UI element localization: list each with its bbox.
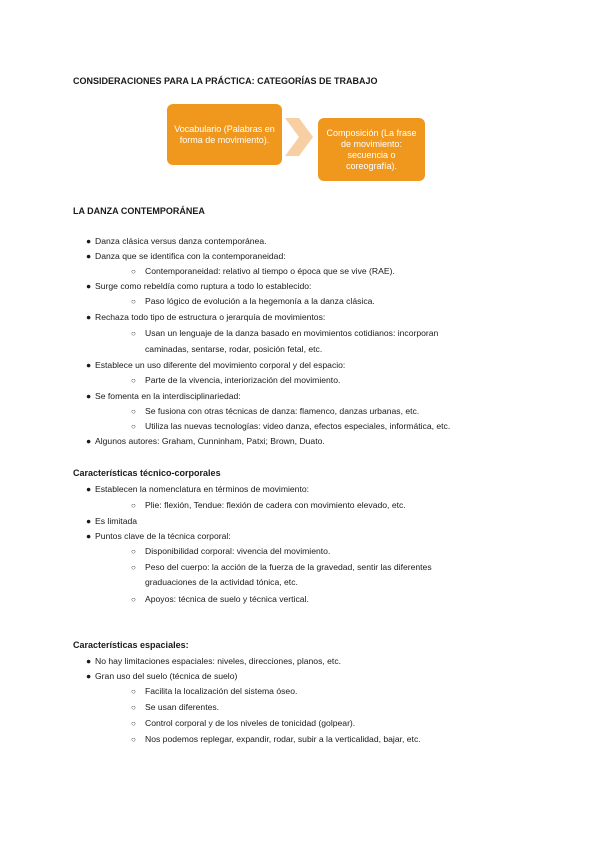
page-title: CONSIDERACIONES PARA LA PRÁCTICA: CATEGORÍAS DE TRABAJO — [73, 76, 378, 86]
list-item-continuation: graduaciones de la actividad tónica, etc. — [145, 577, 298, 587]
section-heading-tecnico-corporales: Características técnico-corporales — [73, 468, 221, 478]
circle-bullet-icon: ○ — [131, 563, 136, 572]
list-item: ○ Control corporal y de los niveles de tonicidad (golpear). — [131, 718, 356, 728]
circle-bullet-icon: ○ — [131, 407, 136, 416]
list-item: ● Gran uso del suelo (técnica de suelo) — [86, 671, 238, 681]
circle-bullet-icon: ○ — [131, 735, 136, 744]
circle-bullet-icon: ○ — [131, 267, 136, 276]
list-item: ○ Peso del cuerpo: la acción de la fuerza de la gravedad, sentir las diferentes — [131, 562, 432, 572]
list-item: ● Establece un uso diferente del movimiento corporal y del espacio: — [86, 360, 346, 370]
list-item: ● Se fomenta en la interdisciplinariedad: — [86, 391, 241, 401]
circle-bullet-icon: ○ — [131, 422, 136, 431]
list-item: ● Danza clásica versus danza contemporánea. — [86, 236, 267, 246]
bullet-icon: ● — [86, 360, 92, 370]
composition-box — [318, 118, 425, 181]
bullet-icon: ● — [86, 484, 92, 494]
section-heading-danza-contemporanea: LA DANZA CONTEMPORÁNEA — [73, 206, 205, 216]
bullet-icon: ● — [86, 436, 92, 446]
vocabulary-box-text: Vocabulario (Palabras en forma de movimiento). — [174, 123, 275, 145]
list-item: ● Algunos autores: Graham, Cunninham, Patxi; Brown, Duato. — [86, 436, 325, 446]
circle-bullet-icon: ○ — [131, 501, 136, 510]
list-item: ○ Disponibilidad corporal: vivencia del movimiento. — [131, 546, 331, 556]
list-item: ○ Se usan diferentes. — [131, 702, 220, 712]
list-item: ○ Paso lógico de evolución a la hegemonía a la danza clásica. — [131, 296, 375, 306]
bullet-icon: ● — [86, 671, 92, 681]
bullet-icon: ● — [86, 516, 92, 526]
bullet-icon: ● — [86, 281, 92, 291]
circle-bullet-icon: ○ — [131, 687, 136, 696]
list-item: ● Danza que se identifica con la contemporaneidad: — [86, 251, 286, 261]
list-item: ○ Parte de la vivencia, interiorización del movimiento. — [131, 375, 341, 385]
chevron-right-icon — [285, 118, 313, 156]
bullet-icon: ● — [86, 656, 92, 666]
list-item: ○ Utiliza las nuevas tecnologías: video danza, efectos especiales, informática, etc. — [131, 421, 451, 431]
list-item: ○ Plie: flexión, Tendue: flexión de cadera con movimiento elevado, etc. — [131, 500, 406, 510]
list-item: ● Rechaza todo tipo de estructura o jerarquía de movimientos: — [86, 312, 326, 322]
list-item: ● Puntos clave de la técnica corporal: — [86, 531, 231, 541]
circle-bullet-icon: ○ — [131, 329, 136, 338]
circle-bullet-icon: ○ — [131, 719, 136, 728]
list-item: ○ Usan un lenguaje de la danza basado en movimientos cotidianos: incorporan — [131, 328, 439, 338]
circle-bullet-icon: ○ — [131, 297, 136, 306]
bullet-icon: ● — [86, 312, 92, 322]
bullet-icon: ● — [86, 236, 92, 246]
bullet-icon: ● — [86, 251, 92, 261]
list-item: ○ Contemporaneidad: relativo al tiempo o época que se vive (RAE). — [131, 266, 395, 276]
circle-bullet-icon: ○ — [131, 703, 136, 712]
circle-bullet-icon: ○ — [131, 547, 136, 556]
list-item: ○ Nos podemos replegar, expandir, rodar, subir a la verticalidad, bajar, etc. — [131, 734, 421, 744]
circle-bullet-icon: ○ — [131, 595, 136, 604]
bullet-icon: ● — [86, 391, 92, 401]
vocabulary-box — [167, 104, 282, 165]
list-item: ○ Se fusiona con otras técnicas de danza: flamenco, danzas urbanas, etc. — [131, 406, 420, 416]
list-item-continuation: caminadas, sentarse, rodar, posición fetal, etc. — [145, 344, 323, 354]
list-item: ○ Apoyos: técnica de suelo y técnica vertical. — [131, 594, 309, 604]
list-item: ● No hay limitaciones espaciales: niveles, direcciones, planos, etc. — [86, 656, 342, 666]
bullet-icon: ● — [86, 531, 92, 541]
list-item: ○ Facilita la localización del sistema óseo. — [131, 686, 298, 696]
list-item: ● Surge como rebeldía como ruptura a todo lo establecido: — [86, 281, 312, 291]
composition-box-text: Composición (La frase de movimiento: secuencia o coreografía). — [326, 127, 417, 171]
list-item: ● Establecen la nomenclatura en términos de movimiento: — [86, 484, 310, 494]
circle-bullet-icon: ○ — [131, 376, 136, 385]
list-item: ● Es limitada — [86, 516, 138, 526]
section-heading-espaciales: Características espaciales: — [73, 640, 189, 650]
